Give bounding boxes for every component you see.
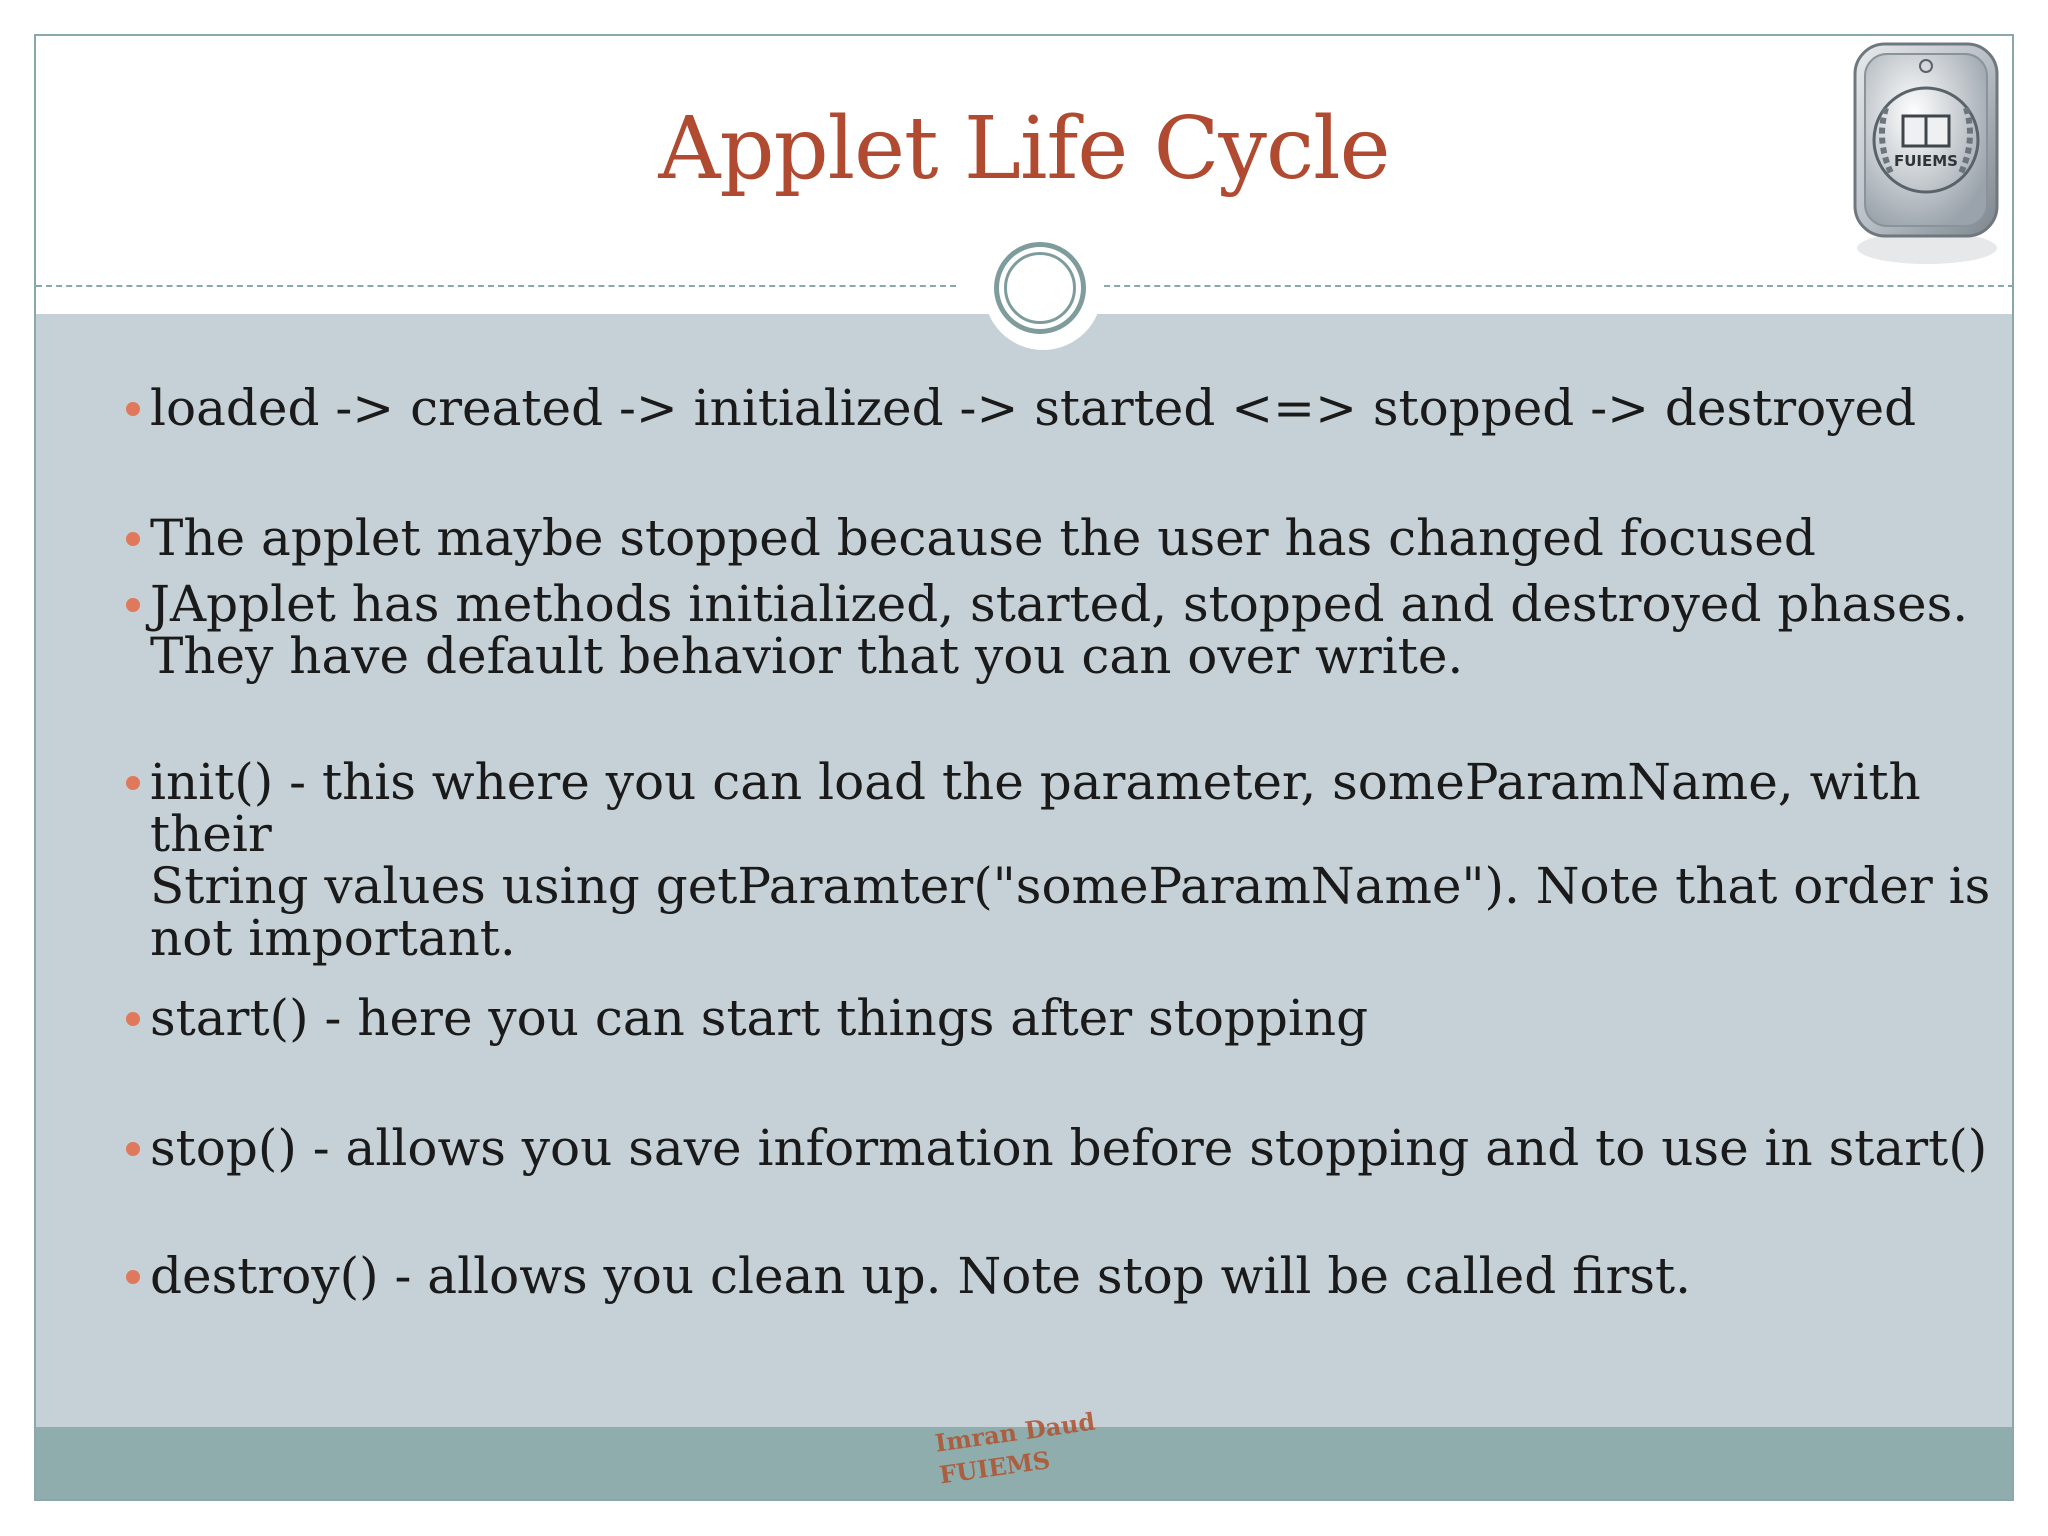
bullet-item-japplet-methods bbox=[150, 575, 2010, 685]
bullet-icon bbox=[126, 1012, 140, 1026]
bullet-line: String values using getParamter("someParamName"). Note that order is bbox=[150, 857, 1991, 915]
bullet-icon bbox=[126, 1142, 140, 1156]
bullet-item-stopped-focus bbox=[150, 509, 2010, 567]
bullet-line: stop() - allows you save information before stopping and to use in start() bbox=[150, 1119, 1988, 1177]
bullet-icon bbox=[126, 532, 140, 546]
bullet-item-start bbox=[150, 989, 2010, 1047]
bullet-line: destroy() - allows you clean up. Note stop will be called first. bbox=[150, 1247, 1691, 1305]
header-divider-left bbox=[36, 285, 956, 287]
bullet-line: loaded -> created -> initialized -> started <=> stopped -> destroyed bbox=[150, 379, 1917, 437]
slide bbox=[34, 34, 2014, 1501]
bullet-line: not important. bbox=[150, 909, 516, 967]
bullet-line: start() - here you can start things after stopping bbox=[150, 989, 1369, 1047]
watermark-org: FUIEMS bbox=[937, 1445, 1052, 1490]
fuiems-logo-icon bbox=[1841, 38, 2011, 278]
bullet-item-lifecycle bbox=[150, 379, 2010, 437]
bullet-line: init() - this where you can load the parameter, someParamName, with their bbox=[150, 753, 1921, 863]
bullet-icon bbox=[126, 598, 140, 612]
bullet-icon bbox=[126, 402, 140, 416]
bullet-item-init bbox=[150, 753, 2010, 967]
bullet-icon bbox=[126, 776, 140, 790]
bullet-icon bbox=[126, 1270, 140, 1284]
watermark-name: Imran Daud bbox=[933, 1406, 1097, 1458]
logo-text: FUIEMS bbox=[1894, 152, 1958, 170]
header-divider-right bbox=[1094, 285, 2014, 287]
bullet-line: They have default behavior that you can over write. bbox=[150, 627, 1464, 685]
bullet-line: The applet maybe stopped because the user has changed focused bbox=[150, 509, 1816, 567]
bullet-item-destroy bbox=[150, 1247, 2010, 1305]
slide-body bbox=[36, 314, 2012, 1434]
slide-title: Applet Life Cycle bbox=[658, 99, 1390, 199]
bullet-item-stop bbox=[150, 1119, 2010, 1177]
bullet-line: JApplet has methods initialized, started, stopped and destroyed phases. bbox=[150, 575, 1969, 633]
circle-ornament-inner bbox=[1004, 252, 1076, 324]
